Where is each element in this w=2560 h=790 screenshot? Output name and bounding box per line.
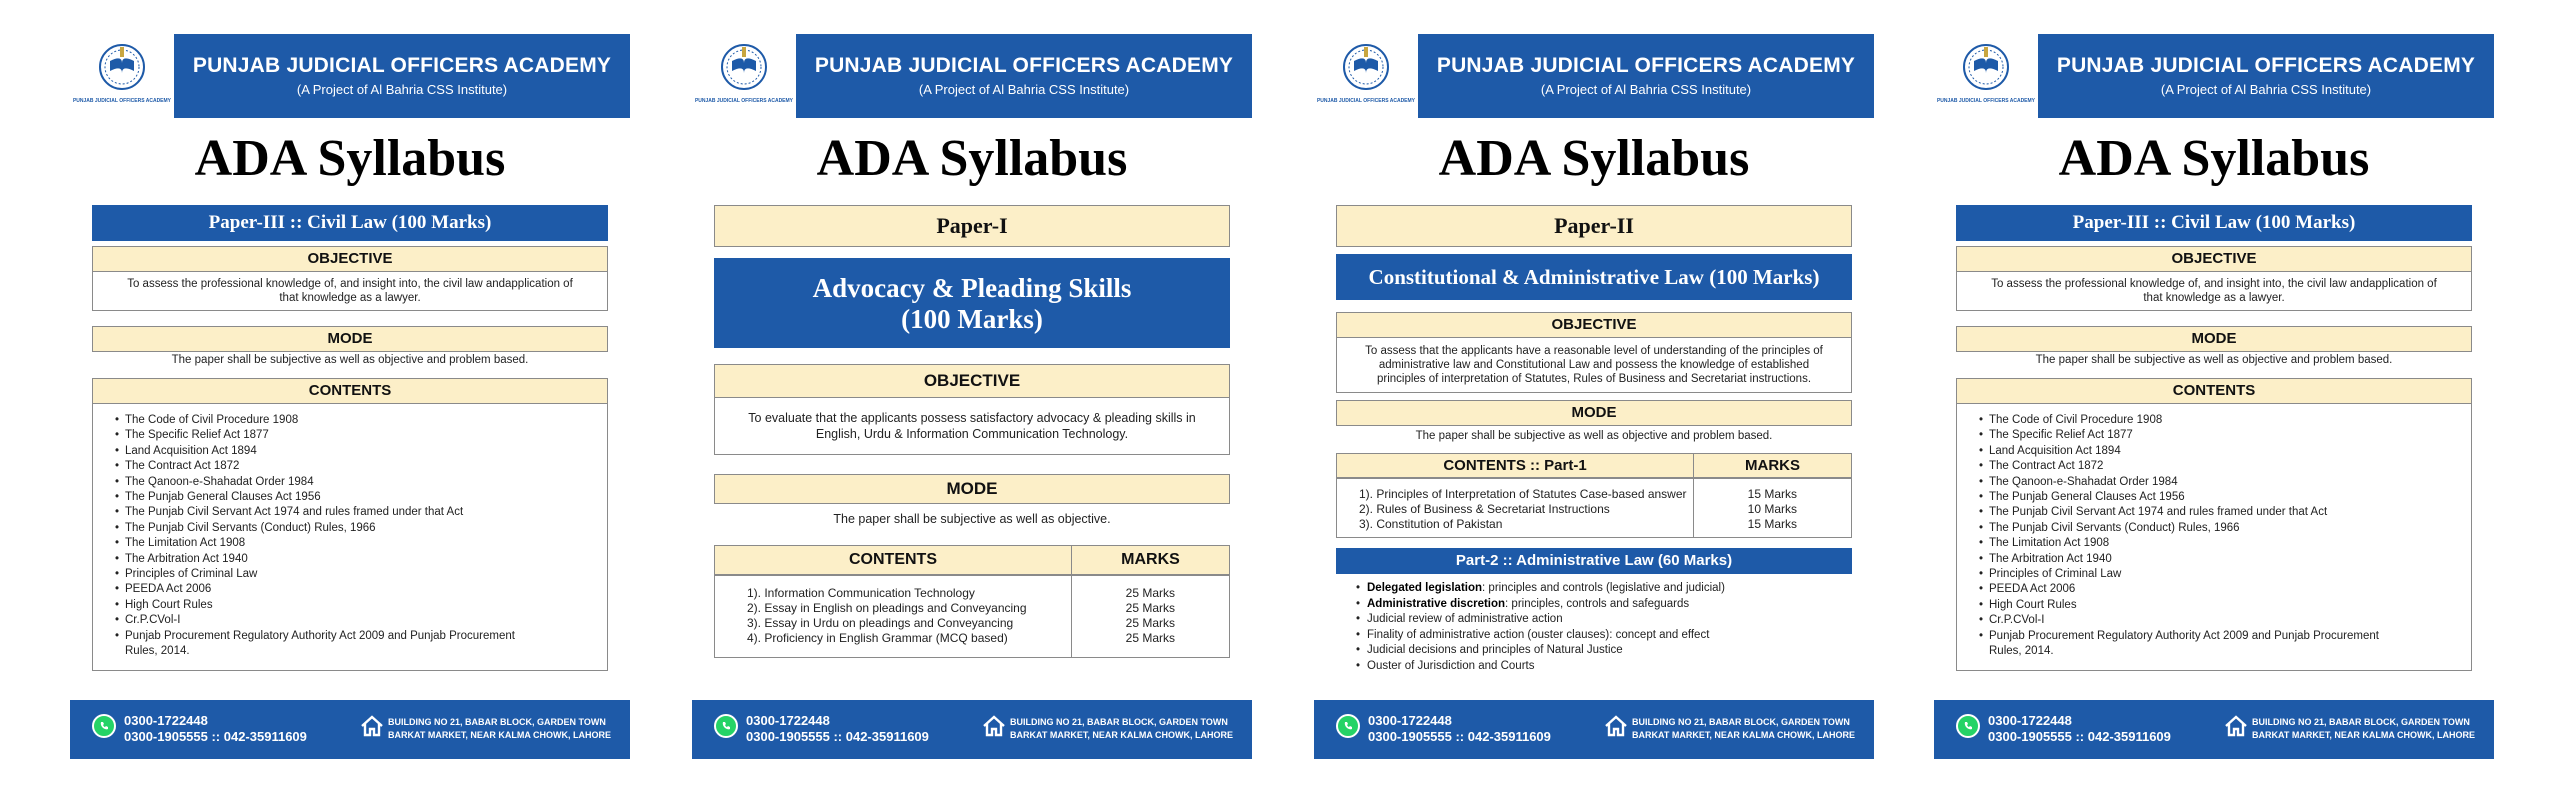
- syllabus-panel-paper-1: [692, 34, 1252, 759]
- academy-name: PUNJAB JUDICIAL OFFICERS ACADEMY: [2056, 54, 2476, 77]
- list-item-term: Administrative discretion: [1367, 597, 1506, 610]
- phone-numbers: 0300-1905555 :: 042-35911609: [124, 729, 307, 744]
- address-line: BARKAT MARKET, NEAR KALMA CHOWK, LAHORE: [2252, 730, 2475, 740]
- objective-box: [92, 271, 608, 311]
- content-marks: 15 Marks: [1747, 517, 1797, 531]
- logo-caption: PUNJAB JUDICIAL OFFICERS ACADEMY: [1316, 98, 1416, 104]
- page-title: ADA Syllabus: [816, 130, 1128, 187]
- objective-text-line: English, Urdu & Information Communication Technology.: [815, 427, 1129, 441]
- list-item: [1356, 643, 1846, 659]
- list-item: • Punjab Procurement Regulatory Authority Act 2009 and Punjab Procurement: [1979, 629, 2471, 644]
- list-item: • Cr.P.CVol-I: [1979, 613, 2471, 628]
- whatsapp-icon: [714, 714, 738, 738]
- phone-numbers: 0300-1905555 :: 042-35911609: [1368, 729, 1551, 744]
- contents-table-header: [714, 545, 1230, 575]
- contact-footer: [1934, 700, 2494, 759]
- syllabus-panel-civil-law-1: [70, 34, 630, 759]
- content-item: 3). Constitution of Pakistan: [1359, 517, 1503, 531]
- home-icon: [2224, 714, 2248, 738]
- address-line: BARKAT MARKET, NEAR KALMA CHOWK, LAHORE: [1010, 730, 1233, 740]
- address-line: BUILDING NO 21, BABAR BLOCK, GARDEN TOWN: [388, 717, 606, 727]
- phone-numbers: 0300-1905555 :: 042-35911609: [746, 729, 929, 744]
- mode-text: The paper shall be subjective as well as objective and problem based.: [2035, 354, 2393, 366]
- list-item: • The Punjab Civil Servant Act 1974 and rules framed under that Act: [115, 505, 607, 520]
- mode-text: The paper shall be subjective as well as objective and problem based.: [1415, 430, 1773, 442]
- list-item: • The Punjab General Clauses Act 1956: [115, 490, 607, 505]
- list-item: • The Qanoon-e-Shahadat Order 1984: [115, 475, 607, 490]
- list-item: • Principles of Criminal Law: [115, 567, 607, 582]
- phone-number: 0300-1722448: [124, 713, 208, 728]
- home-icon: [1604, 714, 1628, 738]
- logo-caption: PUNJAB JUDICIAL OFFICERS ACADEMY: [694, 98, 794, 104]
- objective-text-line: administrative law and Constitutional Law and possess the knowledge of established: [1378, 359, 1810, 371]
- phone-number: 0300-1722448: [746, 713, 830, 728]
- contents-table-body: [1336, 478, 1852, 538]
- list-item-text: Finality of administrative action (ouster clauses): concept and effect: [1367, 628, 1710, 641]
- list-item: • The Code of Civil Procedure 1908: [115, 413, 607, 428]
- marks-heading: MARKS: [1694, 453, 1852, 478]
- list-item: • The Limitation Act 1908: [115, 536, 607, 551]
- objective-heading: OBJECTIVE: [92, 246, 608, 272]
- contents-table-header: [1336, 453, 1852, 478]
- content-item: 4). Proficiency in English Grammar (MCQ based): [747, 631, 1008, 645]
- list-item: • The Specific Relief Act 1877: [1979, 428, 2471, 443]
- list-item-text: : principles and controls (legislative and judicial): [1482, 582, 1725, 594]
- address-line: BUILDING NO 21, BABAR BLOCK, GARDEN TOWN: [2252, 717, 2470, 727]
- list-item: [1356, 597, 1846, 613]
- list-item: • Principles of Criminal Law: [1979, 567, 2471, 582]
- list-item: • The Specific Relief Act 1877: [115, 428, 607, 443]
- academy-header: [70, 34, 630, 118]
- syllabus-panel-paper-2: [1314, 34, 1874, 759]
- list-item: • Land Acquisition Act 1894: [115, 444, 607, 459]
- mode-text: The paper shall be subjective as well as objective and problem based.: [171, 354, 529, 366]
- contents-table-body: [714, 575, 1230, 658]
- contact-footer: [692, 700, 1252, 759]
- academy-header: [692, 34, 1252, 118]
- mode-heading: MODE: [92, 326, 608, 352]
- page-title: ADA Syllabus: [2058, 130, 2370, 187]
- content-item: 2). Essay in English on pleadings and Conveyancing: [747, 601, 1027, 615]
- book-seal-icon: [1338, 39, 1394, 97]
- objective-text-line: that knowledge as a lawyer.: [2143, 292, 2285, 304]
- logo-caption: PUNJAB JUDICIAL OFFICERS ACADEMY: [72, 98, 172, 104]
- mode-heading: MODE: [1336, 400, 1852, 426]
- objective-heading: OBJECTIVE: [1336, 312, 1852, 338]
- academy-name: PUNJAB JUDICIAL OFFICERS ACADEMY: [192, 54, 612, 77]
- academy-name: PUNJAB JUDICIAL OFFICERS ACADEMY: [814, 54, 1234, 77]
- whatsapp-icon: [1956, 714, 1980, 738]
- list-item: • The Punjab Civil Servants (Conduct) Rules, 1966: [115, 521, 607, 536]
- academy-logo: [1314, 34, 1418, 118]
- content-item: 1). Information Communication Technology: [747, 586, 975, 600]
- academy-logo: [692, 34, 796, 118]
- subject-banner: Constitutional & Administrative Law (100 Marks): [1336, 254, 1852, 300]
- academy-subtitle: (A Project of Al Bahria CSS Institute): [296, 82, 508, 97]
- phone-number: 0300-1722448: [1988, 713, 2072, 728]
- list-item: • Land Acquisition Act 1894: [1979, 444, 2471, 459]
- mode-heading: MODE: [714, 474, 1230, 504]
- subject-banner: [714, 258, 1230, 348]
- objective-box: [1956, 271, 2472, 311]
- contents-heading: CONTENTS: [714, 545, 1072, 575]
- list-item: • PEEDA Act 2006: [115, 582, 607, 597]
- academy-logo: [70, 34, 174, 118]
- book-seal-icon: [94, 39, 150, 97]
- logo-caption: PUNJAB JUDICIAL OFFICERS ACADEMY: [1936, 98, 2036, 104]
- list-item: [1356, 612, 1846, 628]
- paper-title: Paper-III :: Civil Law (100 Marks): [92, 205, 608, 241]
- objective-text-line: that knowledge as a lawyer.: [279, 292, 421, 304]
- contents-column: [715, 576, 1072, 657]
- contents-column: [1337, 479, 1694, 537]
- home-icon: [360, 714, 384, 738]
- content-marks: 25 Marks: [1125, 616, 1175, 630]
- list-item: • The Arbitration Act 1940: [115, 552, 607, 567]
- list-item: • High Court Rules: [1979, 598, 2471, 613]
- list-item-text: Judicial decisions and principles of Natural Justice: [1367, 644, 1623, 656]
- page-title: ADA Syllabus: [194, 130, 506, 187]
- content-marks: 25 Marks: [1125, 586, 1175, 600]
- contents-heading: CONTENTS: [1956, 378, 2472, 404]
- mode-text: The paper shall be subjective as well as objective.: [833, 512, 1111, 526]
- contents-list: [93, 413, 607, 660]
- contents-box: [92, 403, 608, 671]
- book-seal-icon: [1958, 39, 2014, 97]
- academy-header: [1314, 34, 1874, 118]
- objective-text-line: To assess that the applicants have a reasonable level of understanding of the principles of: [1365, 345, 1823, 357]
- academy-subtitle: (A Project of Al Bahria CSS Institute): [1540, 82, 1752, 97]
- list-item: • The Contract Act 1872: [115, 459, 607, 474]
- address-line: BUILDING NO 21, BABAR BLOCK, GARDEN TOWN: [1632, 717, 1850, 727]
- objective-box: [1336, 337, 1852, 393]
- list-item: • The Arbitration Act 1940: [1979, 552, 2471, 567]
- list-item: • Punjab Procurement Regulatory Authority Act 2009 and Punjab Procurement: [115, 629, 607, 644]
- list-item: • High Court Rules: [115, 598, 607, 613]
- list-item-text: Judicial review of administrative action: [1367, 613, 1563, 625]
- list-item: • The Punjab General Clauses Act 1956: [1979, 490, 2471, 505]
- contact-footer: [1314, 700, 1874, 759]
- marks-column: [1694, 479, 1851, 537]
- list-item: • The Contract Act 1872: [1979, 459, 2471, 474]
- list-item: • The Qanoon-e-Shahadat Order 1984: [1979, 475, 2471, 490]
- objective-text-line: To assess the professional knowledge of, and insight into, the civil law andapplication of: [1991, 278, 2437, 290]
- subject-title: Advocacy & Pleading Skills: [812, 273, 1132, 303]
- paper-title: Paper-III :: Civil Law (100 Marks): [1956, 205, 2472, 241]
- part2-heading: Part-2 :: Administrative Law (60 Marks): [1336, 548, 1852, 574]
- objective-box: [714, 397, 1230, 455]
- list-item: Rules, 2014.: [125, 645, 190, 658]
- contents-box: [1956, 403, 2472, 671]
- list-item-term: Delegated legislation: [1367, 582, 1483, 594]
- syllabus-panel-civil-law-2: [1934, 34, 2494, 759]
- list-item: • The Punjab Civil Servant Act 1974 and rules framed under that Act: [1979, 505, 2471, 520]
- whatsapp-icon: [92, 714, 116, 738]
- book-seal-icon: [716, 39, 772, 97]
- content-item: 1). Principles of Interpretation of Statutes Case-based answer: [1359, 487, 1687, 501]
- list-item: [1356, 659, 1846, 675]
- list-item: Rules, 2014.: [1989, 645, 2054, 658]
- mode-heading: MODE: [1956, 326, 2472, 352]
- list-item: • The Punjab Civil Servants (Conduct) Rules, 1966: [1979, 521, 2471, 536]
- content-marks: 15 Marks: [1747, 487, 1797, 501]
- contents-list: [1957, 413, 2471, 660]
- academy-name: PUNJAB JUDICIAL OFFICERS ACADEMY: [1436, 54, 1856, 77]
- part2-list: [1356, 581, 1846, 674]
- marks-column: [1072, 576, 1229, 657]
- list-item: • The Limitation Act 1908: [1979, 536, 2471, 551]
- academy-logo: [1934, 34, 2038, 118]
- content-item: 2). Rules of Business & Secretariat Instructions: [1359, 502, 1610, 516]
- address-line: BARKAT MARKET, NEAR KALMA CHOWK, LAHORE: [388, 730, 611, 740]
- paper-title: Paper-I: [714, 205, 1230, 247]
- list-item: • Cr.P.CVol-I: [115, 613, 607, 628]
- list-item-text: Ouster of Jurisdiction and Courts: [1367, 659, 1535, 672]
- content-marks: 25 Marks: [1125, 631, 1175, 645]
- objective-text-line: principles of interpretation of Statutes, Rules of Business and Secretariat instructions.: [1376, 373, 1812, 385]
- content-marks: 10 Marks: [1747, 502, 1797, 516]
- content-marks: 25 Marks: [1125, 601, 1175, 615]
- academy-subtitle: (A Project of Al Bahria CSS Institute): [918, 82, 1130, 97]
- content-item: 3). Essay in Urdu on pleadings and Conveyancing: [747, 616, 1014, 630]
- address-line: BUILDING NO 21, BABAR BLOCK, GARDEN TOWN: [1010, 717, 1228, 727]
- marks-heading: MARKS: [1072, 545, 1230, 575]
- contents-heading: CONTENTS: [92, 378, 608, 404]
- objective-heading: OBJECTIVE: [1956, 246, 2472, 272]
- subject-marks: (100 Marks): [901, 304, 1043, 334]
- whatsapp-icon: [1336, 714, 1360, 738]
- objective-text-line: To evaluate that the applicants possess satisfactory advocacy & pleading skills in: [748, 411, 1196, 425]
- contents-heading: CONTENTS :: Part-1: [1336, 453, 1694, 478]
- academy-header: [1934, 34, 2494, 118]
- academy-subtitle: (A Project of Al Bahria CSS Institute): [2160, 82, 2372, 97]
- paper-title: Paper-II: [1336, 205, 1852, 247]
- list-item: [1356, 628, 1846, 644]
- list-item-text: : principles, controls and safeguards: [1505, 597, 1690, 610]
- contact-footer: [70, 700, 630, 759]
- phone-numbers: 0300-1905555 :: 042-35911609: [1988, 729, 2171, 744]
- list-item: • PEEDA Act 2006: [1979, 582, 2471, 597]
- objective-text-line: To assess the professional knowledge of, and insight into, the civil law andapplication of: [127, 278, 573, 290]
- address-line: BARKAT MARKET, NEAR KALMA CHOWK, LAHORE: [1632, 730, 1855, 740]
- list-item: [1356, 581, 1846, 597]
- phone-number: 0300-1722448: [1368, 713, 1452, 728]
- list-item: • The Code of Civil Procedure 1908: [1979, 413, 2471, 428]
- page-title: ADA Syllabus: [1438, 130, 1750, 187]
- home-icon: [982, 714, 1006, 738]
- objective-heading: OBJECTIVE: [714, 364, 1230, 398]
